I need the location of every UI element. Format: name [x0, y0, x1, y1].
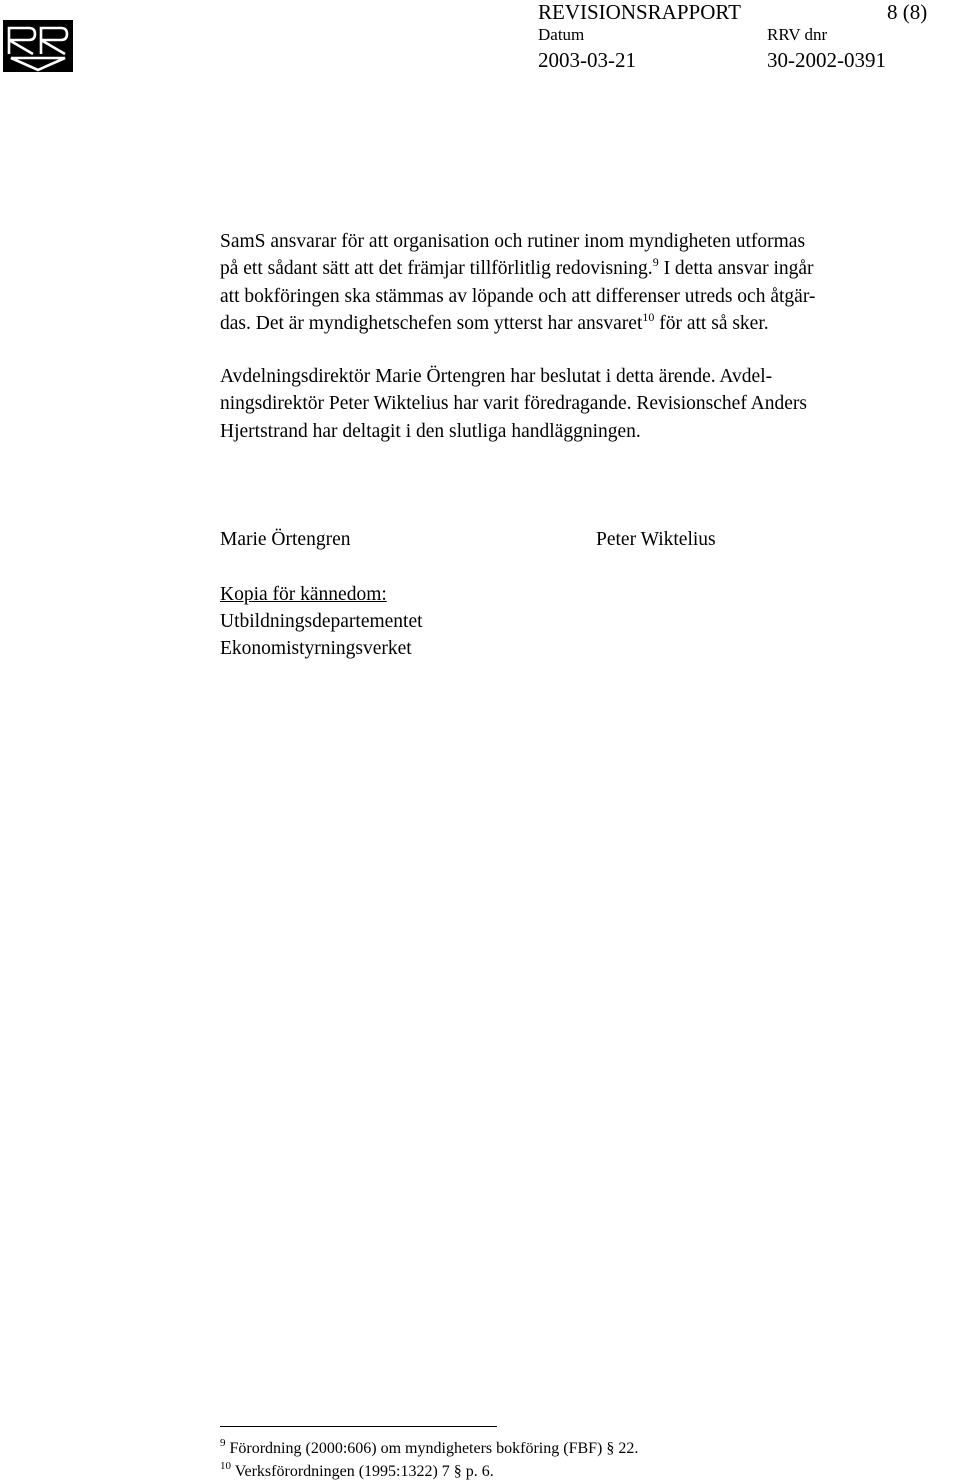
- footnote-number: 10: [220, 1460, 231, 1472]
- text-line: Avdelningsdirektör Marie Örtengren har beslutat i detta ärende. Avdel-: [220, 366, 773, 387]
- paragraph-responsibility: [220, 228, 930, 337]
- footnote-separator: [220, 1426, 497, 1427]
- text-line: ningsdirektör Peter Wiktelius har varit föredragande. Revisionschef Anders: [220, 393, 807, 415]
- dnr-label: RRV dnr: [767, 25, 828, 44]
- rrv-logo: [3, 20, 73, 72]
- copy-recipient: Utbildningsdepartementet: [220, 611, 423, 632]
- date-label: Datum: [538, 25, 585, 44]
- date-value: 2003-03-21: [538, 48, 636, 72]
- text-segment: för att så sker.: [654, 312, 769, 334]
- page-number: 8 (8): [887, 0, 928, 24]
- text-line: [220, 255, 930, 282]
- text-segment: på ett sådant sätt att det främjar tillförlitlig redovisning.: [220, 258, 653, 280]
- text-line: SamS ansvarar för att organisation och rutiner inom myndigheten utformas: [220, 231, 806, 252]
- footnote-9: [220, 1439, 638, 1459]
- text-line: Hjertstrand har deltagit i den slutliga handläggningen.: [220, 420, 641, 442]
- copy-recipients: [220, 581, 423, 662]
- footnote-10: [220, 1462, 494, 1482]
- dnr-value: 30-2002-0391: [767, 48, 886, 72]
- signature-right: Peter Wiktelius: [596, 529, 716, 550]
- document-type: REVISIONSRAPPORT: [538, 0, 741, 24]
- footnote-number: 9: [220, 1437, 226, 1449]
- copy-heading: Kopia för kännedom:: [220, 584, 387, 605]
- footnote-ref-9: 9: [652, 255, 659, 270]
- footnote-ref-10: 10: [642, 309, 655, 324]
- footnote-text: Förordning (2000:606) om myndigheters bokföring (FBF) § 22.: [229, 1440, 639, 1457]
- text-segment: I detta ansvar ingår: [658, 258, 814, 280]
- text-line: [220, 310, 930, 337]
- paragraph-decision: [220, 363, 930, 445]
- footnote-text: Verksförordningen (1995:1322) 7 § p. 6.: [234, 1463, 494, 1480]
- text-line: att bokföringen ska stämmas av löpande och att differenser utreds och åtgär-: [220, 285, 816, 307]
- text-segment: das. Det är myndighetschefen som ytterst har ansvaret: [220, 312, 643, 334]
- copy-recipient: Ekonomistyrningsverket: [220, 638, 412, 659]
- signature-left: Marie Örtengren: [220, 529, 351, 550]
